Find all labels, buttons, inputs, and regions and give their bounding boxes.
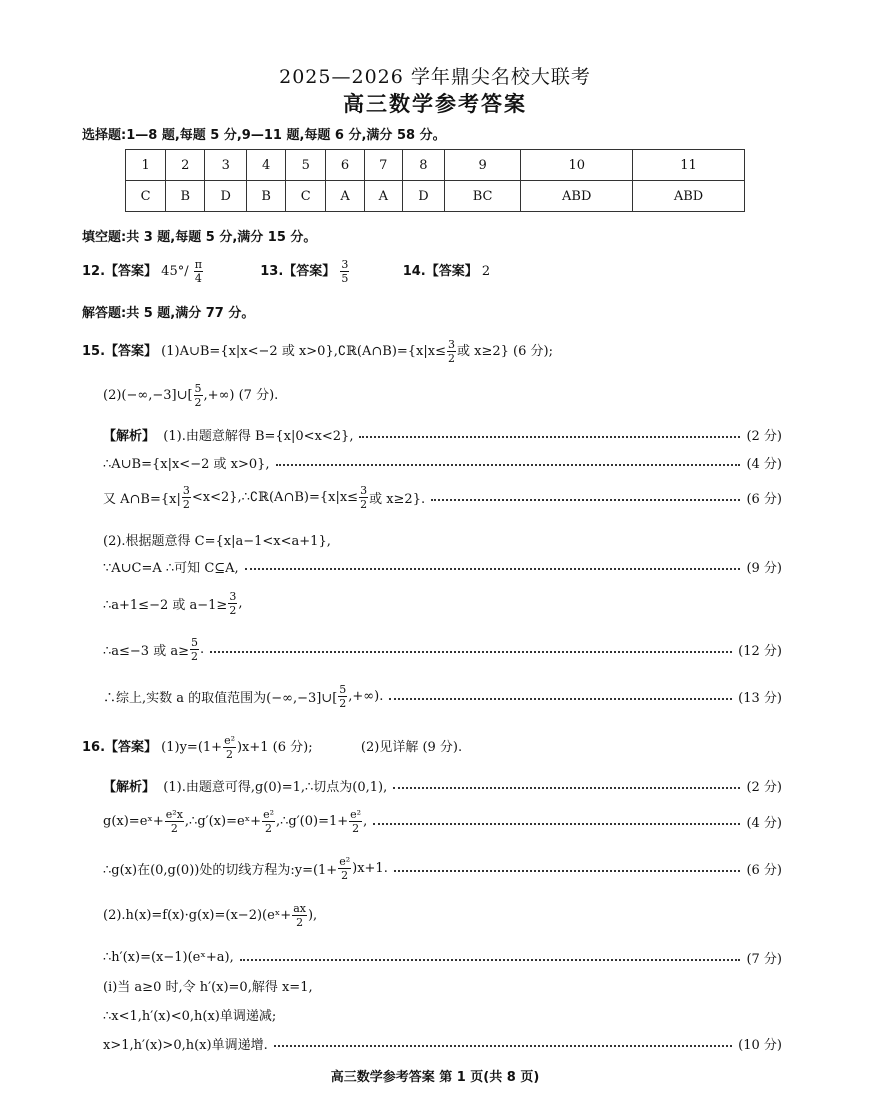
fraction: [262, 808, 275, 835]
fraction: [359, 484, 368, 511]
step-score: (10 分): [738, 1038, 782, 1053]
q15-ans1-text: (1)A∪B={x|x<−2 或 x>0},∁ℝ(A∩B)={x|x≤: [161, 344, 446, 359]
fraction-numerator: 3: [448, 338, 455, 351]
q15-step-5: [103, 557, 782, 576]
answer-subtitle: 高三数学参考答案: [343, 91, 527, 116]
fraction-numerator: e²: [350, 808, 362, 821]
fraction: [228, 590, 237, 617]
dot-leader: [240, 959, 741, 961]
step-text: <x<2},∴∁ℝ(A∩B)={x|x≤: [191, 490, 359, 505]
q15-ans1-fraction: [447, 338, 456, 365]
dot-leader: [393, 787, 740, 789]
question-number-row: [126, 150, 745, 181]
dot-leader: [274, 1045, 732, 1047]
answer-cell: A: [364, 181, 402, 212]
q16-step-2: [103, 808, 782, 835]
step-text: ∴h′(x)=(x−1)(eˣ+a),: [103, 950, 234, 965]
dot-leader: [373, 823, 740, 825]
answer-cell: ABD: [633, 181, 745, 212]
question-number-cell: 7: [364, 150, 402, 181]
dot-leader: [276, 464, 741, 466]
dot-leader: [394, 870, 741, 872]
step-text: ∵A∪C=A ∴可知 C⊆A,: [103, 561, 239, 576]
fraction-denominator: 2: [296, 916, 304, 929]
question-number-cell: 5: [286, 150, 326, 181]
q14-label: 14.【答案】: [402, 264, 478, 279]
dot-leader: [431, 499, 740, 501]
q14-value: 2: [481, 264, 491, 279]
q16-ans1-tail: )x+1 (6 分);: [236, 740, 313, 755]
question-number-cell: 3: [205, 150, 247, 181]
dot-leader: [389, 698, 732, 700]
step-score: (2 分): [746, 780, 782, 795]
q15-ans1-tail: 或 x≥2} (6 分);: [457, 344, 553, 359]
question-number-cell: 11: [633, 150, 745, 181]
fill-heading: 填空题:共 3 题,每题 5 分,满分 15 分。: [82, 230, 317, 245]
q15-ans2-tail: ,+∞) (7 分).: [203, 388, 279, 403]
q15-step-2: [103, 453, 782, 472]
step-text: (i)当 a≥0 时,令 h′(x)=0,解得 x=1,: [103, 980, 313, 995]
q16-step-7: [103, 1005, 782, 1024]
q15-label: 15.【答案】: [82, 344, 158, 359]
fraction-denominator: 2: [352, 822, 360, 835]
step-text: ∴g(x)在(0,g(0))处的切线方程为:y=(1+: [103, 863, 338, 878]
fraction-numerator: e²: [263, 808, 274, 821]
fill-answers: [82, 258, 490, 285]
q12-fraction: [194, 258, 203, 285]
q13-label: 13.【答案】: [260, 264, 336, 279]
q15-ans2-fraction: [194, 382, 203, 409]
step-score: (4 分): [746, 457, 782, 472]
answer-cell: C: [286, 181, 326, 212]
step-text: ,∴g′(0)=1+: [275, 814, 349, 829]
step-score: (4 分): [746, 816, 782, 831]
fraction-numerator: 5: [191, 636, 198, 649]
page-footer: 高三数学参考答案 第 1 页(共 8 页): [330, 1070, 540, 1085]
fraction: [349, 808, 362, 835]
step-text: ,: [363, 814, 368, 829]
dot-leader: [359, 436, 740, 438]
step-text: (1).由题意解得 B={x|0<x<2},: [163, 429, 354, 444]
fraction: [190, 636, 199, 663]
answer-cell: D: [205, 181, 247, 212]
question-number-cell: 8: [402, 150, 444, 181]
q15-answer-1: [82, 338, 553, 365]
q16-label: 16.【答案】: [82, 740, 158, 755]
q16-ans1-text: (1)y=(1+: [161, 740, 223, 755]
question-number-cell: 6: [326, 150, 364, 181]
q13-numerator: 3: [341, 258, 349, 271]
fraction-denominator: 2: [182, 498, 190, 511]
step-text: (1).由题意可得,g(0)=1,∴切点为(0,1),: [163, 780, 388, 795]
step-text: g(x)=eˣ+: [103, 814, 164, 829]
answer-cell: A: [326, 181, 364, 212]
step-score: (6 分): [746, 863, 782, 878]
q16-step-3: [103, 855, 782, 882]
answer-cell: BC: [444, 181, 520, 212]
question-number-cell: 4: [247, 150, 286, 181]
solve-heading: 解答题:共 5 题,满分 77 分。: [82, 306, 255, 321]
fraction: [338, 683, 347, 710]
fraction: [292, 902, 307, 929]
q13-fraction: [340, 258, 349, 285]
answer-cell: C: [126, 181, 166, 212]
step-score: (7 分): [746, 952, 782, 967]
q12-numerator: π: [194, 258, 202, 271]
fraction-numerator: 3: [360, 484, 368, 497]
fraction-denominator: 2: [339, 697, 347, 710]
step-text: (2).根据题意得 C={x|a−1<x<a+1},: [103, 534, 331, 549]
fraction-denominator: 2: [194, 396, 202, 409]
q16-answer: [82, 734, 462, 761]
fraction-denominator: 2: [265, 822, 273, 835]
step-text: ∴x<1,h′(x)<0,h(x)单调递减;: [103, 1009, 277, 1024]
question-number-cell: 1: [126, 150, 166, 181]
question-number-cell: 9: [444, 150, 520, 181]
q13-denominator: 5: [341, 272, 349, 285]
fraction-numerator: e²: [339, 855, 351, 868]
step-text: ,+∞).: [348, 689, 384, 704]
step-score: (12 分): [738, 644, 782, 659]
dot-leader: [210, 651, 732, 653]
step-text: ∴a≤−3 或 a≥: [103, 644, 189, 659]
answer-cell: ABD: [521, 181, 633, 212]
answer-cell: D: [402, 181, 444, 212]
step-text: ,∴g′(x)=eˣ+: [184, 814, 262, 829]
question-number-cell: 10: [521, 150, 633, 181]
step-text: 或 x≥2}.: [369, 492, 426, 507]
step-text: x>1,h′(x)>0,h(x)单调递增.: [103, 1038, 268, 1053]
choice-heading: 选择题:1—8 题,每题 5 分,9—11 题,每题 6 分,满分 58 分。: [82, 128, 446, 143]
q16-ans2-text: (2)见详解 (9 分).: [360, 740, 463, 755]
fraction-numerator: 3: [182, 484, 190, 497]
step-text: .: [200, 642, 205, 657]
step-text: ,: [238, 596, 243, 611]
question-number-cell: 2: [166, 150, 205, 181]
step-text: ),: [307, 908, 318, 923]
q16-step-4: [103, 902, 782, 929]
fraction-denominator: 2: [229, 604, 237, 617]
answer-cell: B: [166, 181, 205, 212]
step-score: (6 分): [746, 492, 782, 507]
fraction-denominator: 2: [360, 498, 368, 511]
q15-answer-2: [103, 382, 278, 409]
step-score: (2 分): [746, 429, 782, 444]
q12-label: 12.【答案】: [82, 264, 158, 279]
q16-ans1-fraction: [223, 734, 236, 761]
step-text: ∴a+1≤−2 或 a−1≥: [103, 598, 228, 613]
q15-step-4: [103, 530, 782, 549]
q16-step-5: [103, 948, 782, 967]
fraction-numerator: 5: [339, 683, 347, 696]
step-score: (9 分): [746, 561, 782, 576]
fraction-denominator: 2: [191, 650, 198, 663]
exam-title: 2025—2026 学年鼎尖名校大联考: [279, 66, 591, 88]
q16-step-1: [103, 776, 782, 795]
answer-cell: B: [247, 181, 286, 212]
fraction-denominator: 2: [341, 869, 349, 882]
q15-step-8: [103, 683, 782, 710]
q16-analysis-label: 【解析】: [103, 780, 156, 795]
q16-step-6: [103, 976, 782, 995]
fraction-numerator: e²x: [165, 808, 183, 821]
step-text: (2).h(x)=f(x)·g(x)=(x−2)(eˣ+: [103, 908, 292, 923]
step-text: )x+1.: [352, 861, 388, 876]
answer-row: [126, 181, 745, 212]
choice-answer-table: [125, 149, 745, 212]
fraction-denominator: 2: [170, 822, 178, 835]
step-score: (13 分): [738, 691, 782, 706]
step-text: ∴综上,实数 a 的取值范围为(−∞,−3]∪[: [103, 691, 338, 706]
fraction-numerator: ax: [293, 902, 306, 915]
step-text: 又 A∩B={x|: [103, 492, 181, 507]
dot-leader: [245, 568, 741, 570]
q15-step-1: [103, 425, 782, 444]
fraction: [338, 855, 351, 882]
fraction: [182, 484, 191, 511]
q16-step-8: [103, 1034, 782, 1053]
q15-ans2-text: (2)(−∞,−3]∪[: [103, 388, 193, 403]
fraction-numerator: 3: [229, 590, 237, 603]
q12-value: 45°/: [161, 264, 189, 279]
q15-step-7: [103, 636, 782, 663]
fraction-numerator: 5: [194, 382, 202, 395]
q12-denominator: 4: [194, 272, 202, 285]
q15-step-6: [103, 590, 782, 617]
fraction-numerator: e²: [224, 734, 235, 747]
q15-analysis-label: 【解析】: [103, 429, 156, 444]
step-text: ∴A∪B={x|x<−2 或 x>0},: [103, 457, 270, 472]
q15-step-3: [103, 484, 782, 511]
fraction-denominator: 2: [448, 352, 455, 365]
fraction: [165, 808, 184, 835]
fraction-denominator: 2: [226, 748, 234, 761]
